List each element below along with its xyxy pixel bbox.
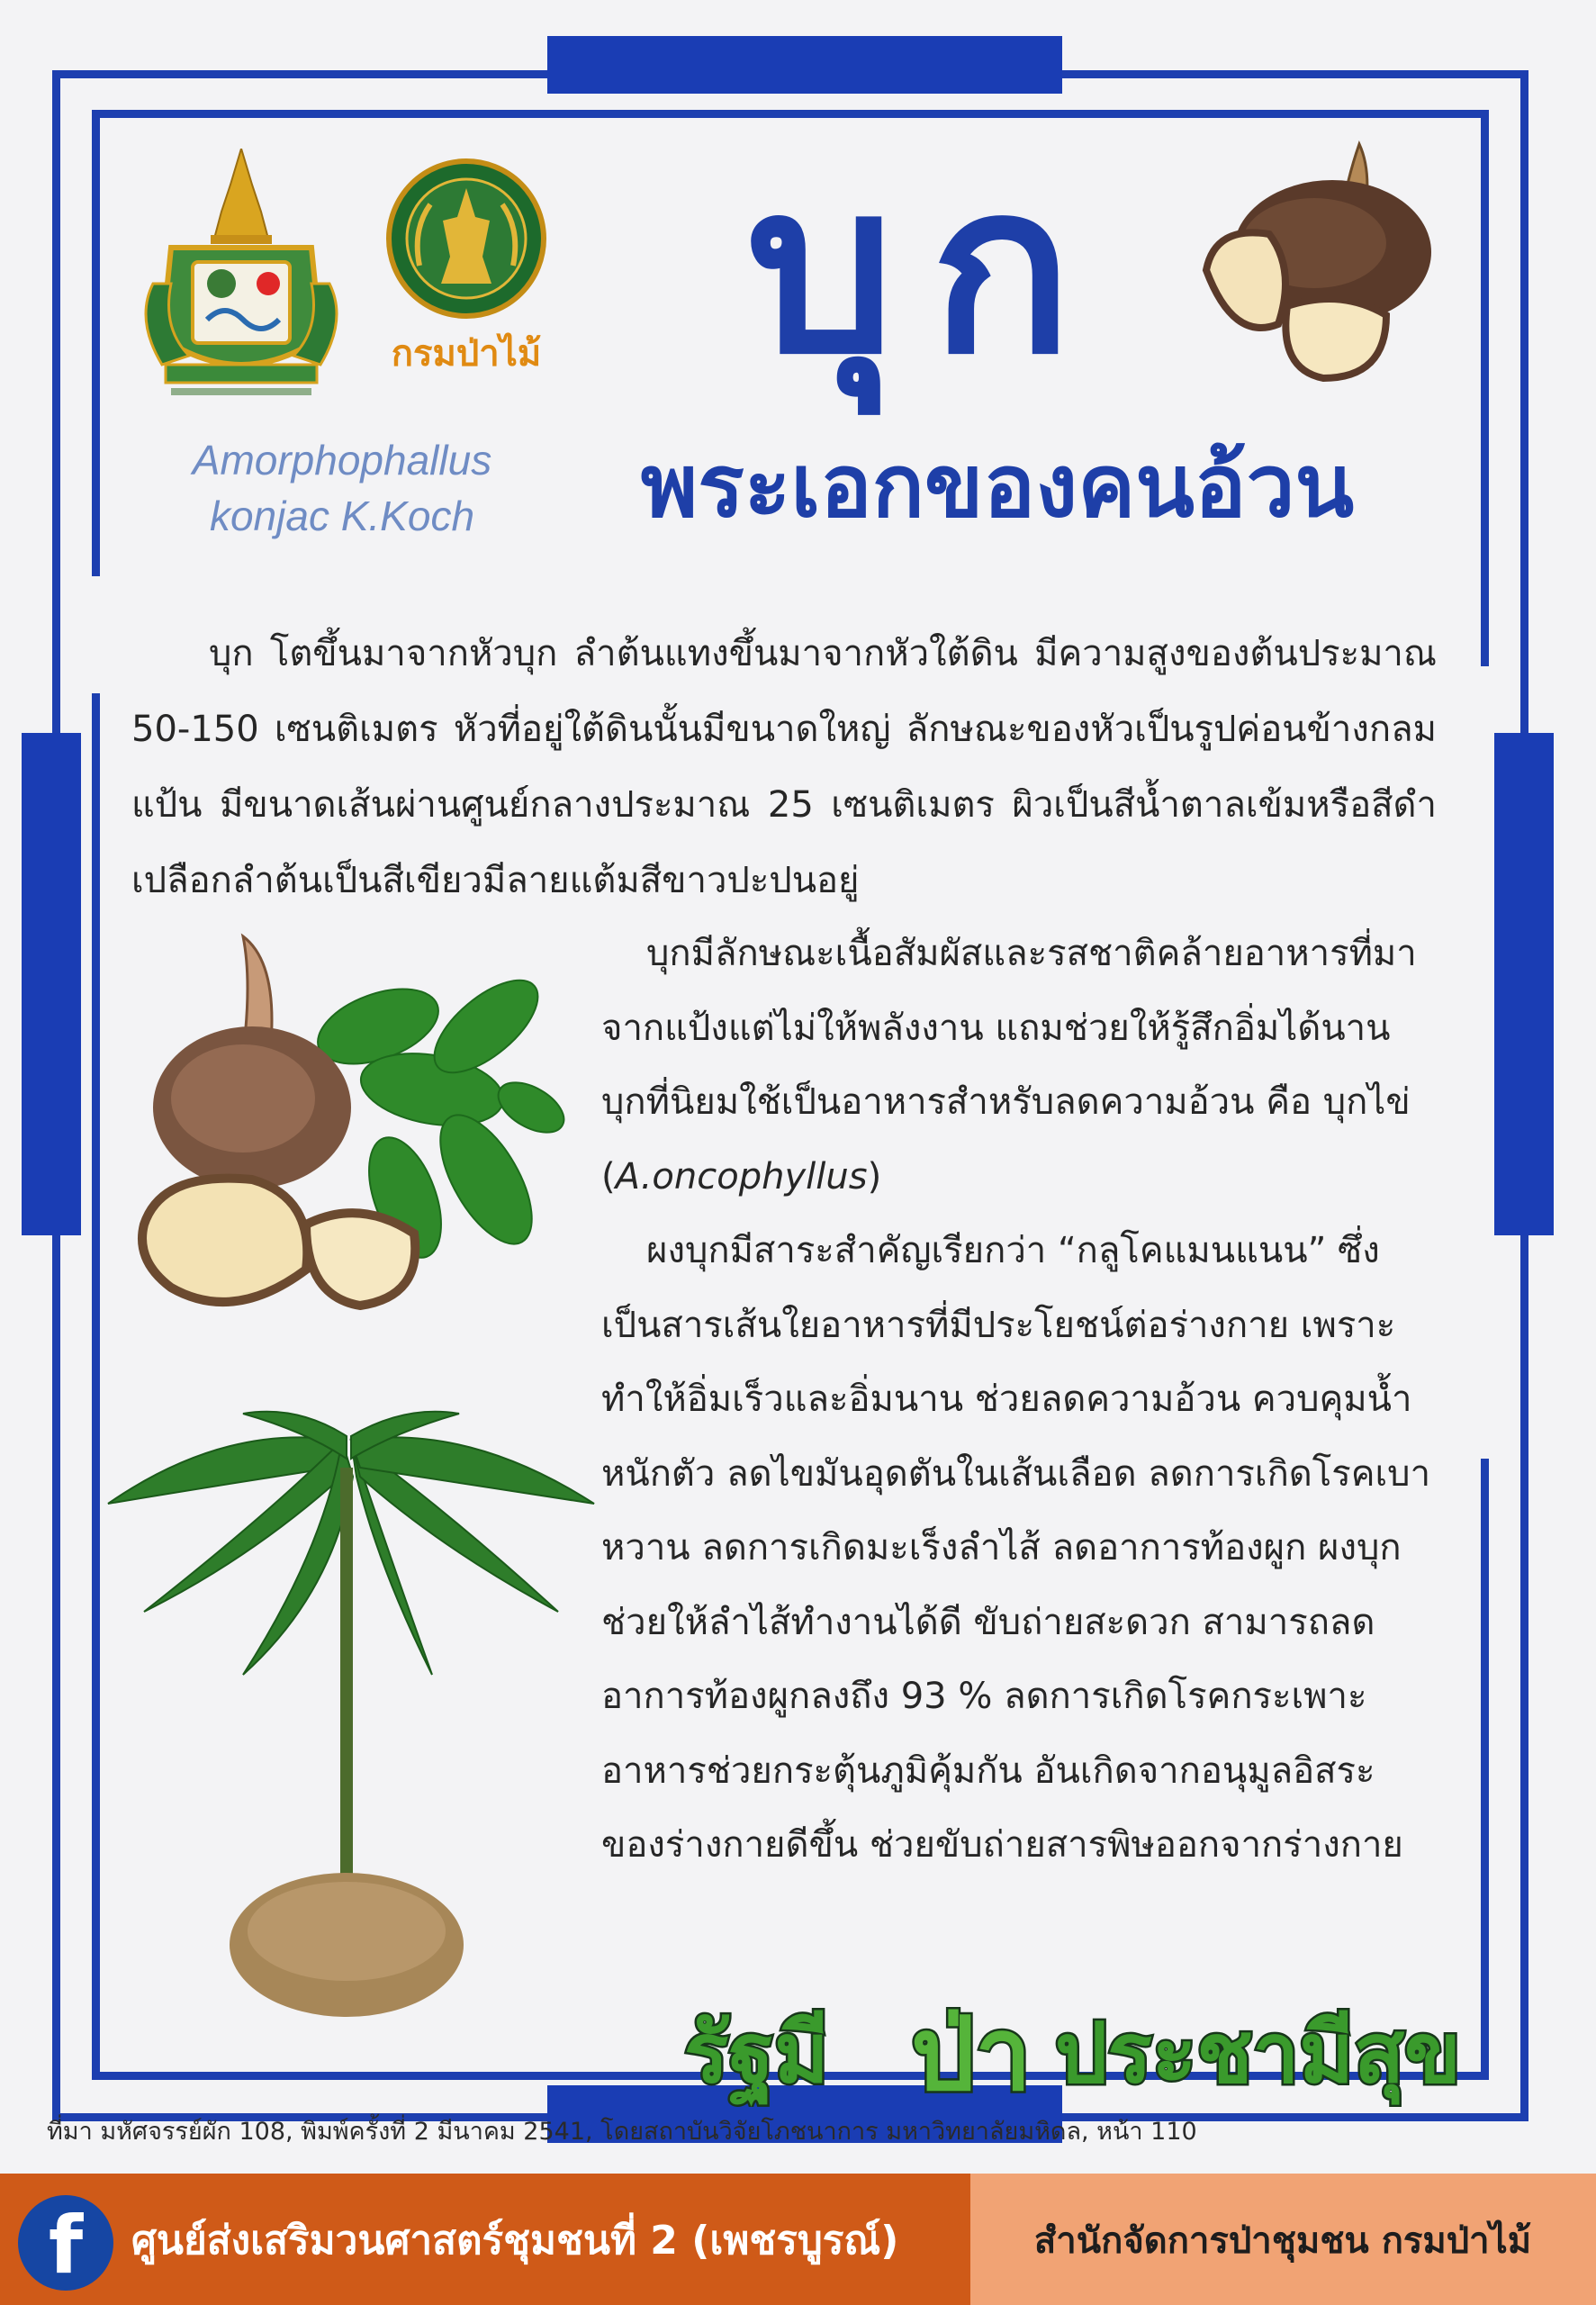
intro-paragraph: บุก โตขึ้นมาจากหัวบุก ลำต้นแทงขึ้นมาจากหัวใต้ดิน มีความสูงของต้นประมาณ 50-150 เซนติเมตร หัวที่อยู่ใต้ดินนั้นมีขนาดใหญ่ ลักษณะของหัวเป็นรูปค่อนข้างกลมแป้น มีขนาดเส้นผ่านศูนย์กลางประมาณ 25 เซนติเมตร ผิวเป็นสีน้ำตาลเข้มหรือสีดำ เปลือกลำต้นเป็นสีเขียวมีลายแต้มสีขาวปะปนอยู่	[131, 633, 1437, 901]
slogan	[675, 1981, 1521, 2107]
frame-gap	[1473, 666, 1491, 1459]
top-accent-bar	[547, 36, 1062, 94]
texture-paragraph-text: บุกมีลักษณะเนื้อสัมผัสและรสชาติคล้ายอาหารที่มาจากแป้งแต่ไม่ให้พลังงาน แถมช่วยให้รู้สึกอิ่มได้นาน บุกที่นิยมใช้เป็นอาหารสำหรับลดความอ้วน คือ บุกไข่ (	[601, 933, 1417, 1198]
texture-paragraph-close: )	[867, 1155, 882, 1198]
facebook-page-name[interactable]: ศูนย์ส่งเสริมวนศาสตร์ชุมชนที่ 2 (เพชรบูรณ์)	[131, 2218, 899, 2264]
source-citation: ที่มา มหัศจรรย์ผัก 108, พิมพ์ครั้งที่ 2 มีนาคม 2541, โดยสถาบันวิจัยโภชนาการ มหาวิทยาลัยมหิดล, หน้า 110	[47, 2118, 1197, 2146]
konjac-tuber-image	[1179, 135, 1440, 396]
right-accent-bar	[1494, 733, 1554, 1235]
species-name: A.oncophyllus	[615, 1155, 868, 1198]
office-name: สำนักจัดการป่าชุมชน กรมป่าไม้	[1033, 2220, 1532, 2262]
scientific-name-genus: Amorphophallus	[192, 437, 492, 484]
slogan-part2: ป่า	[911, 1996, 1032, 2107]
page-subtitle: พระเอกของคนอ้วน	[640, 436, 1355, 537]
frame-gap	[92, 576, 110, 693]
texture-paragraph	[601, 917, 1433, 1214]
page-title: บุก	[745, 134, 1109, 406]
slogan-part1: รัฐมี	[684, 2005, 829, 2102]
left-accent-bar	[22, 733, 81, 1235]
slogan-part3: ประชามีสุข	[1055, 2005, 1462, 2102]
konjac-plant-image	[90, 1387, 603, 2026]
glucomannan-paragraph: ผงบุกมีสาระสำคัญเรียกว่า “กลูโคแมนแนน” ซึ่งเป็นสารเส้นใยอาหารที่มีประโยชน์ต่อร่างกาย เพราะทำให้อิ่มเร็วและอิ่มนาน ช่วยลดความอ้วน ควบคุมน้ำหนักตัว ลดไขมันอุดตันในเส้นเลือด ลดการเกิดโรคเบาหวาน ลดการเกิดมะเร็งลำไส้ ลดอาการท้องผูก ผงบุกช่วยให้ลำไส้ทำงานได้ดี ขับถ่ายสะดวก สามารถลดอาการท้องผูกลงถึง 93 % ลดการเกิดโรคกระเพาะอาหารช่วยกระตุ้นภูมิคุ้มกัน อันเกิดจากอนุมูลอิสระของร่างกายดีขึ้น ช่วยขับถ่ายสารพิษออกจากร่างกาย	[601, 1230, 1431, 1866]
provincial-emblem	[135, 149, 347, 410]
scientific-name-species: konjac K.Koch	[209, 493, 475, 539]
forest-department-seal	[385, 158, 547, 320]
facebook-icon[interactable]: f	[18, 2195, 113, 2291]
forest-department-label: กรมป่าไม้	[391, 333, 542, 375]
konjac-leaf-tuber-image	[108, 927, 567, 1351]
scientific-name	[153, 432, 531, 544]
benefits-column	[601, 917, 1433, 1883]
